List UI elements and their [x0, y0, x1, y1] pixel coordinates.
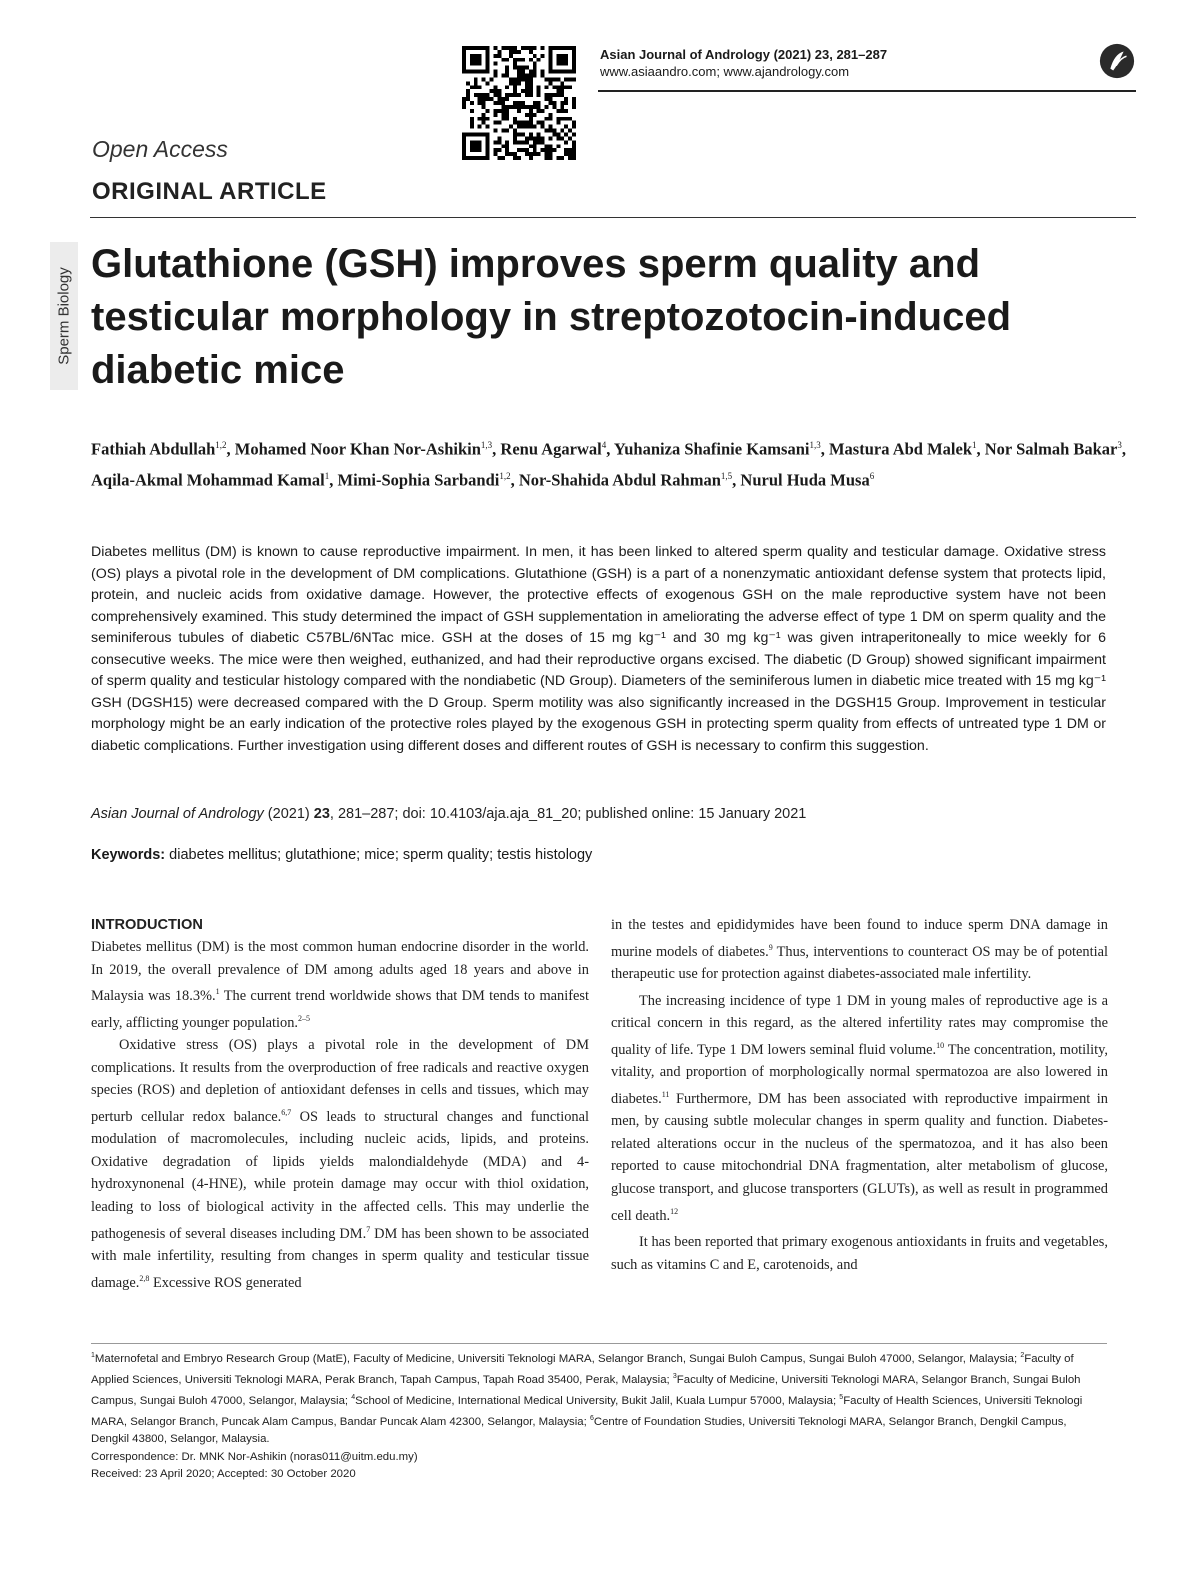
affiliations: $^1$Maternofetal and Embryo Research Group (MatE), Faculty of Medicine, Universiti Teknologi MARA, Selangor Branch, Sungai Buloh Campus, Sungai Buloh 47000, Selangor, Malaysia; $^2$Faculty of Applied Sciences, Universiti Teknologi MARA, Perak Branch, Tapah Campus, Tapah Road 35400, Perak, Malaysia; $^3$Faculty of Medicine, Universiti Teknologi MARA, Selangor Branch, Sungai Buloh Campus, Sungai Buloh 47000, Selangor, Malaysia; $^4$School of Medicine, International Medical University, Bukit Jalil, Kuala Lumpur 57000, Malaysia; $^5$Faculty of Health Sciences, Universiti Teknologi MARA, Selangor Branch, Puncak Alam Campus, Bandar Puncak Alam 42300, Selangor, Malaysia; $^6$Centre of Foundation Studies, Universiti Teknologi MARA, Selangor Branch, Dengkil Campus, Dengkil 43800, Selangor, Malaysia.	[91, 1352, 1083, 1446]
open-access-label: Open Access	[92, 136, 228, 162]
article-type: ORIGINAL ARTICLE	[92, 178, 327, 205]
author-affiliation: 4	[601, 440, 607, 450]
journal-citation-line: Asian Journal of Andrology (2021) 23, 281–287	[600, 47, 888, 62]
footnotes	[91, 1347, 1107, 1483]
author-name: Renu Agarwal	[500, 439, 602, 459]
author-name: Mastura Abd Malek	[828, 439, 972, 459]
header-rule	[598, 90, 1136, 92]
author-name: Yuhaniza Shafinie Kamsani	[613, 439, 810, 459]
author-name: Mimi-Sophia Sarbandi	[337, 470, 500, 489]
citation-year: (2021)	[267, 806, 310, 822]
citation-line	[91, 804, 1106, 825]
keywords-text: diabetes mellitus; glutathione; mice; sperm quality; testis histology	[165, 847, 593, 863]
author-affiliation: 1,2	[499, 470, 511, 481]
paragraph: It has been reported that primary exogenous antioxidants in fruits and vegetables, such as vitamins C and E, carotenoids, and	[611, 1233, 1108, 1273]
author-affiliation: 1	[324, 470, 330, 481]
citation-rest: , 281–287; doi: 10.4103/aja.aja_81_20; published online: 15 January 2021	[329, 806, 807, 822]
section-heading: INTRODUCTION	[91, 917, 203, 933]
author-list: Fathiah Abdullah$^{1,2}$, Mohamed Noor Khan Nor-Ashikin$^{1,3}$, Renu Agarwal$^4$, Yuhaniza Shafinie Kamsani$^{1,3}$, Mastura Abd Malek$^1$, Nor Salmah Bakar$^3$, Aqila-Akmal Mohammad Kamal$^1$, Mimi-Sophia Sarbandi$^{1,2}$, Nor-Shahida Abdul Rahman$^{1,5}$, Nurul Huda Musa$^6$	[91, 439, 1127, 489]
journal-header	[600, 46, 887, 80]
paragraph: Oxidative stress (OS) plays a pivotal role in the development of DM complications. It results from the overproduction of free radicals and reactive oxygen species (ROS) and depletion of antioxidant defenses in cells and tissues, which may perturb cellular redox balance.$^{6,7}$ OS leads to structural changes and functional modulation of macromolecules, including nucleic acids, lipids, and proteins. Oxidative degradation of lipids yields malondialdehyde (MDA) and 4-hydroxynonenal (4-HNE), while protein damage may occur with thiol oxidation, leading to loss of biological activity in the affected cells. This may underlie the pathogenesis of several diseases including DM.$^7$ DM has been shown to be associated with male infertility, resulting from changes in sperm quality and testicular tissue damage.$^{2,8}$ Excessive ROS generated	[91, 1036, 590, 1291]
citation-journal: Asian Journal of Andrology	[91, 806, 264, 822]
author-name: Aqila-Akmal Mohammad Kamal	[91, 470, 325, 489]
author-affiliation: 1,3	[809, 440, 821, 450]
keywords-label: Keywords:	[91, 847, 166, 863]
citation-volume: 23	[313, 806, 330, 822]
author-name: Fathiah Abdullah	[91, 439, 216, 459]
author-name: Nor Salmah Bakar	[984, 439, 1118, 459]
article-title: Glutathione (GSH) improves sperm quality and testicular morphology in streptozotocin-induced diabetic mice	[91, 242, 1012, 392]
body-column-right	[611, 914, 1108, 1276]
paragraph: in the testes and epididymides have been found to induce sperm DNA damage in murine models of diabetes.$^9$ Thus, interventions to counteract OS may be of potential therapeutic use for protection against diabetes-associated male infertility.	[611, 917, 1108, 982]
author-affiliation: 1,2	[215, 440, 227, 450]
author-name: Nor-Shahida Abdul Rahman	[518, 470, 721, 489]
qr-code-icon	[462, 46, 576, 160]
paragraph: The increasing incidence of type 1 DM in young males of reproductive age is a critical concern in this regard, as the altered infertility rates may compromise the quality of life. Type 1 DM lowers seminal fluid volume.$^{10}$ The concentration, motility, vitality, and proportion of morphologically normal spermatozoa are also lowered in diabetes.$^{11}$ Furthermore, DM has been associated with reproductive impairment in men, by causing subtle molecular changes in sperm quality and function. Diabetes-related alterations occur in the nucleus of the spermatozoa, and it has also been reported to cause mitochondrial DNA fragmentation, alter metabolism of glucose, glucose transport, and glucose transporters (GLUTs), as well as result in programmed cell death.$^{12}$	[611, 992, 1108, 1224]
author-name: Nurul Huda Musa	[740, 470, 870, 489]
journal-urls: www.asiaandro.com; www.ajandrology.com	[600, 64, 850, 79]
keywords-line	[91, 845, 1106, 866]
author-affiliation: 3	[1117, 440, 1122, 450]
author-affiliation: 1,5	[720, 470, 733, 481]
author-affiliation: 1,3	[480, 440, 493, 450]
correspondence: Correspondence: Dr. MNK Nor-Ashikin (noras011@uitm.edu.my)	[91, 1450, 418, 1463]
received-dates: Received: 23 April 2020; Accepted: 30 October 2020	[91, 1467, 356, 1480]
aja-logo-icon	[1098, 42, 1136, 80]
section-side-tab-label: Sperm Biology	[55, 267, 73, 365]
body-column-left	[91, 914, 589, 1294]
section-side-tab	[50, 242, 78, 390]
author-name: Mohamed Noor Khan Nor-Ashikin	[234, 439, 481, 459]
paragraph: Diabetes mellitus (DM) is the most common human endocrine disorder in the world. In 2019, the overall prevalence of DM among adults aged 18 years and above in Malaysia was 18.3%.$^1$ The current trend worldwide shows that DM tends to manifest early, afflicting younger population.$^{2-5}$	[91, 939, 589, 1031]
author-affiliation: 1	[972, 440, 977, 450]
author-affiliation: 6	[869, 470, 875, 481]
abstract: Diabetes mellitus (DM) is known to cause reproductive impairment. In men, it has been linked to altered sperm quality and testicular damage. Oxidative stress (OS) plays a pivotal role in the development of DM complications. Glutathione (GSH) is a part of a nonenzymatic antioxidant defense system that protects lipid, protein, and nucleic acids from oxidative damage. However, the protective effects of exogenous GSH on the male reproductive system have not been comprehensively examined. This study determined the impact of GSH supplementation in ameliorating the adverse effect of type 1 DM on sperm quality and the seminiferous tubules of diabetic C57BL/6NTac mice. GSH at the doses of 15 mg kg⁻¹ and 30 mg kg⁻¹ was given intraperitoneally to mice weekly for 6 consecutive weeks. The mice were then weighed, euthanized, and had their reproductive organs excised. The diabetic (D Group) showed significant impairment of sperm quality and testicular histology compared with the nondiabetic (ND Group). Diameters of the seminiferous lumen in diabetic mice treated with 15 mg kg⁻¹ GSH (DGSH15) were decreased compared with the D Group. Sperm motility was also significantly increased in the DGSH15 Group. Improvement in testicular morphology might be an early indication of the protective roles played by the exogenous GSH in protecting sperm quality from effects of untreated type 1 DM or diabetic complications. Further investigation using different doses and different routes of GSH is necessary to confirm this suggestion.	[91, 544, 1106, 754]
title-rule	[90, 217, 1136, 218]
footnote-rule	[91, 1343, 1107, 1344]
